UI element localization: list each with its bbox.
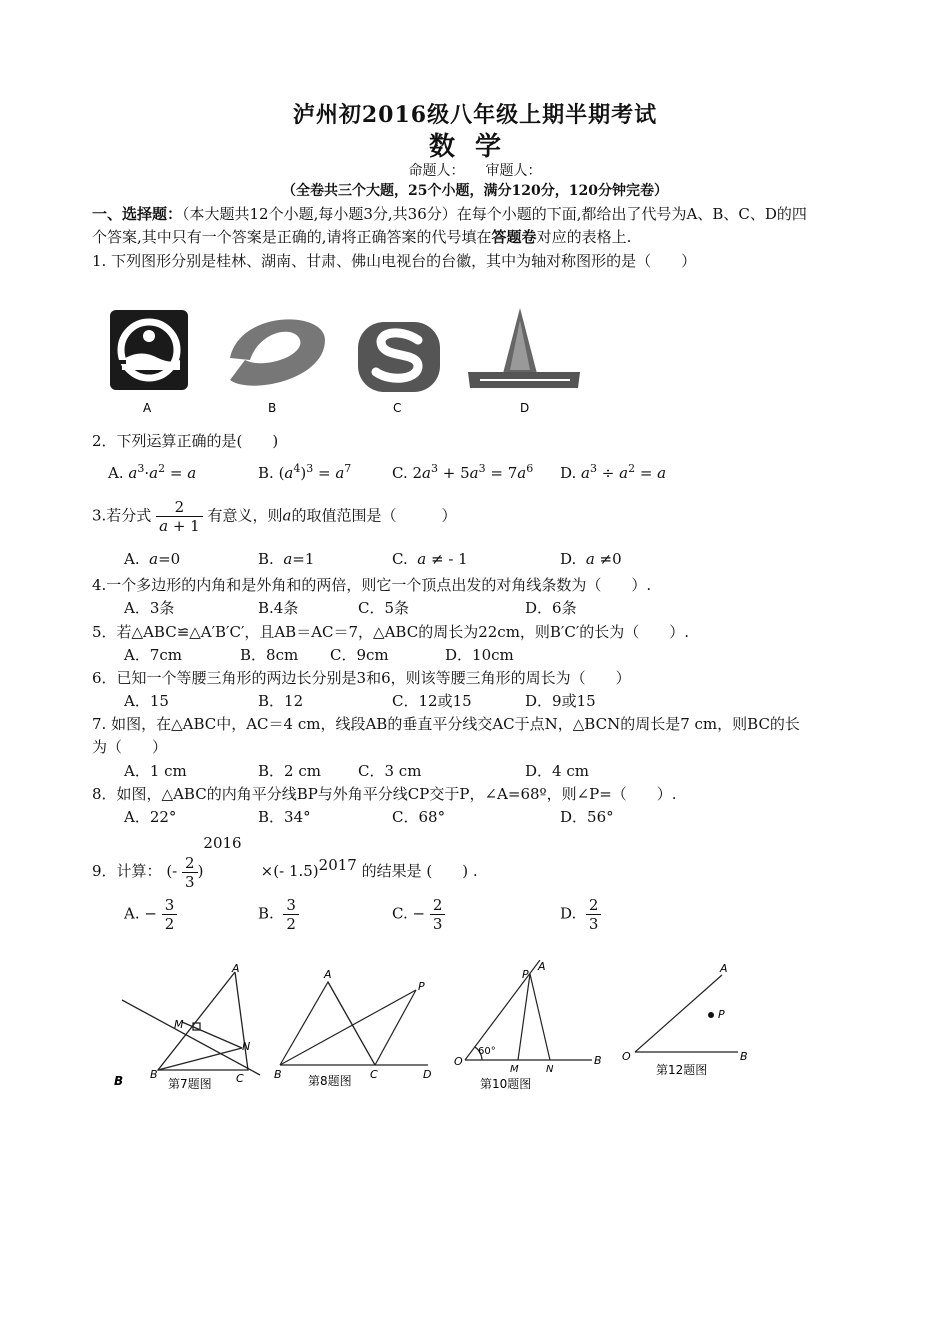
q3-option-d: D. a ≠0 bbox=[560, 550, 622, 568]
svg-text:D: D bbox=[423, 1068, 432, 1081]
q3-option-a: A. a=0 bbox=[124, 550, 181, 568]
q3-fraction: $\frac{2}{a + 1}$ bbox=[156, 498, 203, 535]
svg-text:M: M bbox=[174, 1018, 184, 1031]
q5-option-b: B．8cm bbox=[240, 646, 299, 664]
logo-b-icon bbox=[230, 319, 325, 385]
q1-label-d: D bbox=[520, 401, 530, 415]
q7-option-b: B．2 cm bbox=[258, 762, 321, 780]
svg-text:O: O bbox=[622, 1050, 631, 1063]
q6-option-a: A．15 bbox=[124, 692, 169, 710]
q6-option-c: C．12或15 bbox=[392, 692, 472, 710]
q4-option-b: B.4条 bbox=[258, 599, 299, 617]
q8-option-d: D．56° bbox=[560, 808, 614, 826]
q1-label-b: B bbox=[268, 401, 277, 415]
svg-text:60°: 60° bbox=[478, 1046, 496, 1057]
q1-text: 1. 下列图形分别是桂林、湖南、甘肃、佛山电视台的台徽，其中为轴对称图形的是（ ） bbox=[92, 252, 697, 270]
q6-option-d: D．9或15 bbox=[525, 692, 596, 710]
q2-option-a: A. $a^3\cdot a^2 = a$ bbox=[108, 462, 197, 482]
q6-text: 6．已知一个等腰三角形的两边长分别是3和6，则该等腰三角形的周长为（ ） bbox=[92, 669, 631, 687]
section1-intro-b: 个答案,其中只有一个答案是正确的,请将正确答案的代号填在 bbox=[92, 228, 492, 246]
svg-text:N: N bbox=[242, 1040, 251, 1053]
svg-text:P: P bbox=[418, 980, 425, 993]
section1-intro-a: （本大题共12个小题,每小题3分,共36分）在每个小题的下面,都给出了代号为A、B、C、D的四 bbox=[182, 205, 807, 223]
figure-12-caption: 第12题图 bbox=[656, 1063, 708, 1077]
q2-option-b: B. $(a^4)^3 = a^7$ bbox=[258, 462, 352, 482]
exam-title: 泸州初2016级八年级上期半期考试 bbox=[292, 102, 658, 128]
svg-text:B: B bbox=[594, 1054, 602, 1067]
stray-label: B bbox=[114, 1074, 124, 1088]
q2-text: 2．下列运算正确的是( ) bbox=[92, 432, 279, 450]
q9-option-b: B. $\frac{3}{2}$ bbox=[258, 896, 299, 933]
svg-text:A: A bbox=[232, 962, 240, 975]
section1-line2 bbox=[92, 226, 631, 247]
figure-8-diagram bbox=[280, 982, 428, 1065]
q8-option-a: A．22° bbox=[124, 808, 177, 826]
q1-logos bbox=[100, 300, 600, 420]
q3-text: 3.若分式 $\frac{2}{a + 1}$ 有意义，则a的取值范围是（ ） bbox=[92, 498, 457, 535]
svg-text:C: C bbox=[370, 1068, 378, 1081]
svg-text:C: C bbox=[236, 1072, 244, 1085]
q4-option-a: A．3条 bbox=[124, 599, 175, 617]
section1-intro-bold: 答题卷 bbox=[491, 228, 537, 246]
q2-option-d: D. $a^3 \div a^2 = a$ bbox=[560, 462, 667, 482]
q8-text: 8．如图，△ABC的内角平分线BP与外角平分线CP交于P，∠A=68º，则∠P=（ ）. bbox=[92, 785, 677, 803]
q4-option-d: D．6条 bbox=[525, 599, 577, 617]
point-p-icon bbox=[708, 1012, 714, 1018]
q8-option-b: B．34° bbox=[258, 808, 311, 826]
q6-option-b: B．12 bbox=[258, 692, 304, 710]
q3-option-c: C. a ≠ - 1 bbox=[392, 550, 468, 568]
logo-c-icon bbox=[358, 322, 440, 392]
svg-text:O: O bbox=[454, 1055, 463, 1068]
q7-option-c: C．3 cm bbox=[358, 762, 422, 780]
q5-text: 5．若△ABC≌△A′B′C′，且AB＝AC＝7，△ABC的周长为22cm，则B′C′的长为（ ）. bbox=[92, 623, 689, 641]
svg-text:B: B bbox=[150, 1068, 158, 1081]
svg-text:P: P bbox=[718, 1008, 725, 1021]
q4-option-c: C．5条 bbox=[358, 599, 410, 617]
q9-option-a: A. − $\frac{3}{2}$ bbox=[124, 896, 177, 933]
q1-label-c: C bbox=[393, 401, 402, 415]
figure-10-caption: 第10题图 bbox=[480, 1077, 532, 1091]
question-figures bbox=[110, 960, 770, 1100]
section1-intro-c: 对应的表格上. bbox=[536, 228, 632, 246]
q7-text-a: 7. 如图，在△ABC中，AC＝4 cm，线段AB的垂直平分线交AC于点N，△BCN的周长是7 cm，则BC的长 bbox=[92, 715, 800, 733]
q7-text-b: 为（ ） bbox=[92, 738, 168, 756]
svg-text:A: A bbox=[720, 962, 728, 975]
svg-text:B: B bbox=[274, 1068, 282, 1081]
svg-text:B: B bbox=[740, 1050, 748, 1063]
figure-7-diagram bbox=[122, 972, 260, 1075]
logo-a-icon bbox=[110, 310, 188, 390]
q2-option-c: C. $2a^3 + 5a^3 = 7a^6$ bbox=[392, 462, 534, 482]
svg-text:M: M bbox=[510, 1064, 519, 1075]
logo-d-icon bbox=[468, 308, 580, 388]
figure-8-caption: 第8题图 bbox=[308, 1074, 352, 1088]
section1-line1 bbox=[92, 203, 807, 224]
q1-label-a: A bbox=[143, 401, 152, 415]
q4-text: 4.一个多边形的内角和是外角和的两倍，则它一个顶点出发的对角线条数为（ ）. bbox=[92, 576, 652, 594]
figure-7-caption: 第7题图 bbox=[168, 1077, 212, 1091]
q9-option-d: D. $\frac{2}{3}$ bbox=[560, 896, 601, 933]
q3-option-b: B. a=1 bbox=[258, 550, 315, 568]
exam-subject: 数学 bbox=[428, 132, 521, 162]
q5-option-d: D．10cm bbox=[445, 646, 514, 664]
q9-option-c: C. − $\frac{2}{3}$ bbox=[392, 896, 445, 933]
svg-text:P: P bbox=[522, 968, 529, 981]
exam-note: （全卷共三个大题，25个小题，满分120分，120分钟完卷） bbox=[282, 183, 668, 199]
q5-option-a: A．7cm bbox=[124, 646, 183, 664]
q5-option-c: C．9cm bbox=[330, 646, 389, 664]
q9-fraction: $\frac{2}{3}$ bbox=[182, 854, 198, 891]
q8-option-c: C．68° bbox=[392, 808, 446, 826]
svg-text:N: N bbox=[546, 1064, 554, 1075]
q7-option-d: D．4 cm bbox=[525, 762, 589, 780]
section1-title: 一、选择题： bbox=[92, 205, 183, 223]
q7-option-a: A．1 cm bbox=[124, 762, 187, 780]
svg-text:A: A bbox=[324, 968, 332, 981]
q9-text: 9．计算： (- $\frac{2}{3}$ )$^{2016}$ ×(- 1.5)$^{2017}$ 的结果是 ( ) . bbox=[92, 834, 478, 891]
exam-authors: 命题人： 审题人： bbox=[408, 163, 542, 179]
svg-text:A: A bbox=[538, 960, 546, 973]
